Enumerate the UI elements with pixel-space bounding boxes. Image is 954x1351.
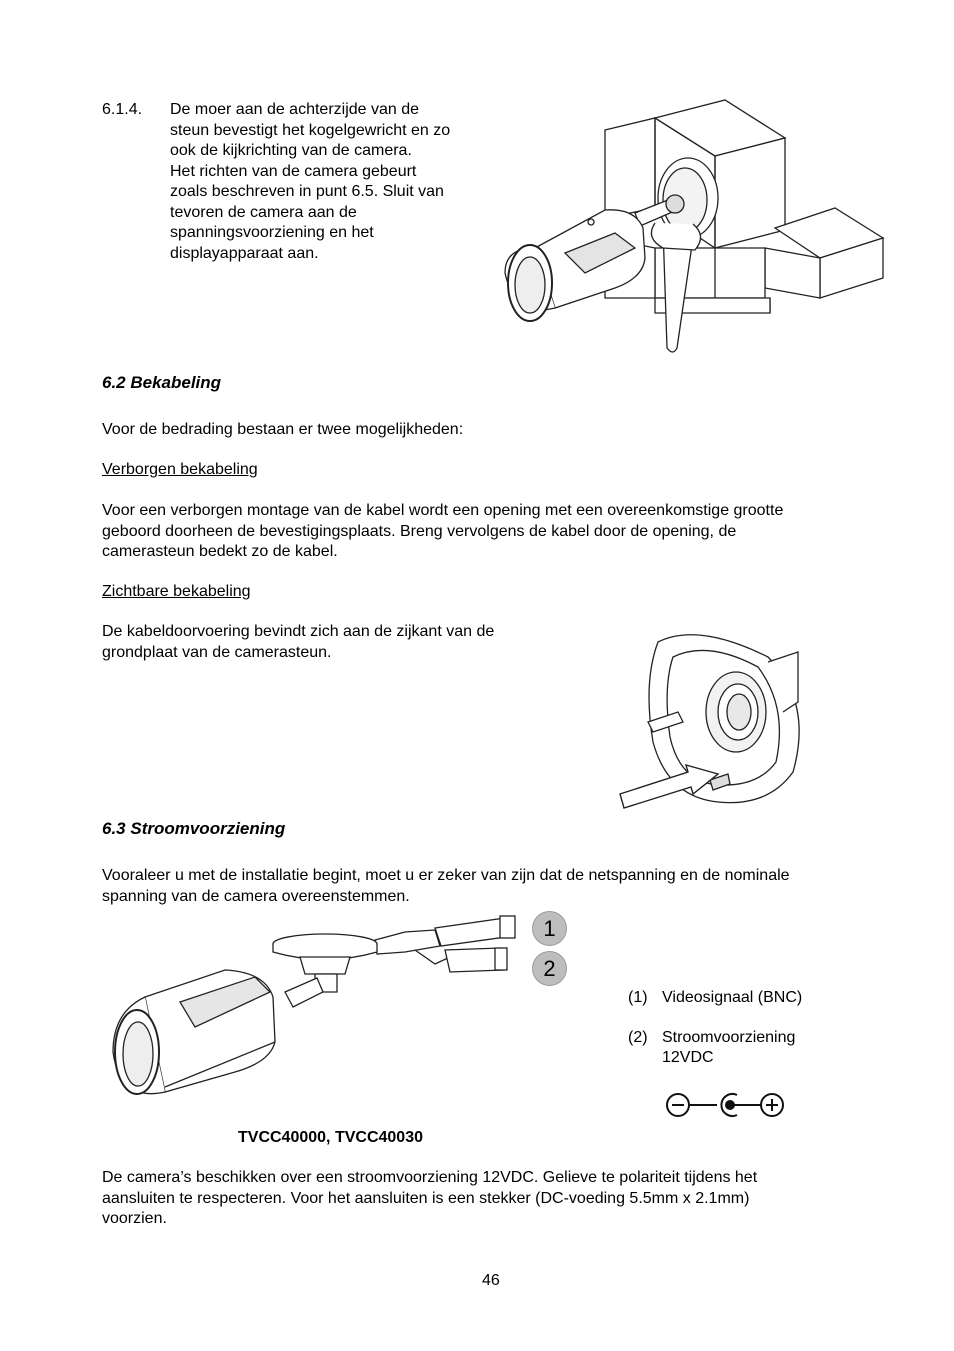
- legend-number: (1): [628, 989, 648, 1006]
- camera-cables-illustration: [105, 912, 525, 1112]
- text-line: De camera’s beschikken over een stroomvoorziening 12VDC. Gelieve te polariteit tijdens het: [102, 1169, 758, 1186]
- legend-text: Videosignaal (BNC): [662, 989, 803, 1006]
- legend-number: (2): [628, 1029, 648, 1046]
- text-line: Vooraleer u met de installatie begint, moet u er zeker van zijn dat de netspanning en de nominale: [102, 867, 790, 884]
- section-heading: 6.2 Bekabeling: [102, 373, 222, 392]
- text-line: Voor een verborgen montage van de kabel wordt een opening met een overeenkomstige grootte: [102, 502, 784, 519]
- step-text: [170, 100, 450, 264]
- text-line: steun bevestigt het kogelgewricht en zo: [170, 121, 451, 139]
- text-line: ook de kijkrichting van de camera.: [170, 142, 412, 159]
- text-line: geboord doorheen de bevestigingsplaats. Breng vervolgens de kabel door de opening, de: [102, 522, 737, 540]
- text-line: aansluiten te respecteren. Voor het aansluiten is een stekker (DC-voeding 5.5mm x 2.1mm): [102, 1189, 750, 1207]
- model-names: TVCC40000, TVCC40030: [238, 1129, 423, 1146]
- text-line: spanning van de camera overeenstemmen.: [102, 887, 410, 905]
- text-line: displayapparaat aan.: [170, 244, 319, 262]
- paragraph: Voor de bedrading bestaan er twee mogelijkheden:: [102, 421, 464, 438]
- paragraph: [102, 1168, 757, 1230]
- callout-badge-2: 2: [532, 951, 567, 986]
- text-line: voorzien.: [102, 1210, 167, 1227]
- paragraph: [102, 501, 783, 563]
- text-line: spanningsvoorziening en het: [170, 224, 374, 241]
- legend-text: Stroomvoorziening: [662, 1029, 796, 1046]
- text-line: grondplaat van de camerasteun.: [102, 643, 332, 661]
- paragraph: [102, 622, 494, 663]
- paragraph: [102, 866, 790, 907]
- mount-base-illustration: [618, 622, 818, 812]
- text-line: De moer aan de achterzijde van de: [170, 101, 420, 118]
- text-line: Het richten van de camera gebeurt: [170, 162, 417, 180]
- subheading: Verborgen bekabeling: [102, 461, 258, 478]
- text-line: tevoren de camera aan de: [170, 203, 357, 221]
- text-line: zoals beschreven in punt 6.5. Sluit van: [170, 183, 444, 200]
- step-number: 6.1.4.: [102, 101, 143, 118]
- camera-wrench-illustration: [495, 98, 885, 358]
- page-number: 46: [482, 1272, 500, 1289]
- callout-badge-1: 1: [532, 911, 567, 946]
- subheading: Zichtbare bekabeling: [102, 583, 251, 600]
- legend-text: 12VDC: [662, 1049, 714, 1066]
- text-line: camerasteun bedekt zo de kabel.: [102, 543, 338, 560]
- polarity-symbol-icon: [665, 1090, 787, 1120]
- section-heading: 6.3 Stroomvoorziening: [102, 819, 286, 838]
- text-line: De kabeldoorvoering bevindt zich aan de zijkant van de: [102, 623, 495, 640]
